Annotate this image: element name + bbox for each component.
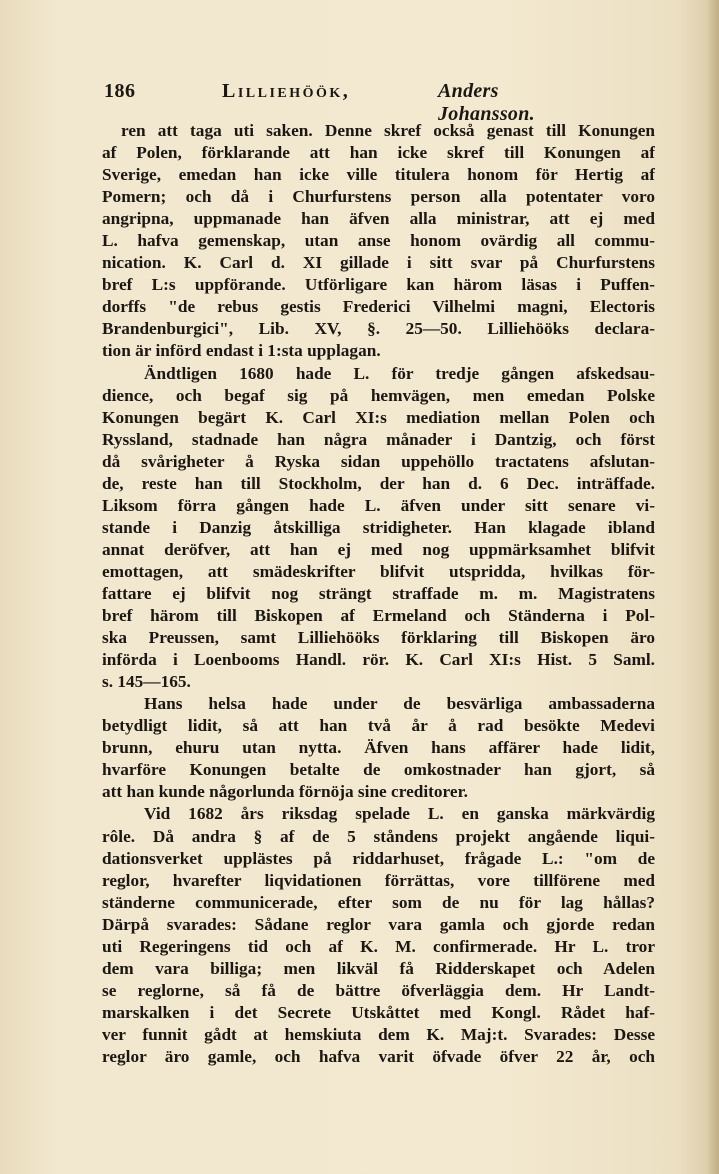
text-line: nication. K. Carl d. XI gillade i sitt svar på Churfurstens — [102, 253, 655, 273]
text-line: dience, och begaf sig på hemvägen, men emedan Polske — [102, 385, 655, 405]
text-line: angripna, uppmanade han äfven alla ministrar, att ej med — [102, 209, 655, 229]
text-line: emottagen, att smädeskrifter blifvit utspridda, hvilkas för- — [102, 561, 655, 581]
text-line: Liksom förra gången hade L. äfven under sitt senare vi- — [102, 495, 655, 515]
text-line: Därpå svarades: Sådane reglor vara gamla och gjorde redan — [102, 914, 655, 934]
text-line: stande i Danzig åtskilliga stridigheter. Han klagade ibland — [102, 517, 655, 537]
running-subtitle: Anders Johansson. — [438, 80, 535, 125]
text-line: Hans helsa hade under de besvärliga ambassaderna — [144, 694, 655, 714]
text-line: brunn, ehuru utan nytta. Äfven hans affärer hade lidit, — [102, 738, 655, 758]
text-line: rôle. Då andra § af de 5 ståndens projekt angående liqui- — [102, 826, 655, 846]
text-line: Sverige, emedan han icke ville titulera honom för Hertig af — [102, 165, 655, 185]
text-line: marskalken i det Secrete Utskåttet med Kongl. Rådet haf- — [102, 1002, 655, 1022]
text-line: Vid 1682 års riksdag spelade L. en ganska märkvärdig — [144, 804, 655, 824]
text-line: Pomern; och då i Churfurstens person alla potentater voro — [102, 187, 655, 207]
text-line: uti Regeringens tid och af K. M. confirmerade. Hr L. tror — [102, 936, 655, 956]
text-line: Konungen begärt K. Carl XI:s mediation mellan Polen och — [102, 407, 655, 427]
text-line: Ändtligen 1680 hade L. för tredje gången afskedsau- — [144, 363, 655, 383]
text-line: Ryssland, stadnade han några månader i Dantzig, och först — [102, 429, 655, 449]
text-line: Brandenburgici", Lib. XV, §. 25—50. Lilliehööks declara- — [102, 319, 655, 339]
text-line: ska Preussen, samt Lilliehööks förklaring till Biskopen äro — [102, 628, 655, 648]
text-line: ver funnit gådt at hemskiuta dem K. Maj:t. Svarades: Desse — [102, 1024, 655, 1044]
text-line: dem vara billiga; men likväl få Ridderskapet och Adelen — [102, 958, 655, 978]
text-line: s. 145—165. — [102, 672, 191, 692]
text-line: af Polen, förklarande att han icke skref till Konungen af — [102, 143, 655, 163]
text-line: införda i Loenbooms Handl. rör. K. Carl XI:s Hist. 5 Saml. — [102, 650, 655, 670]
text-line: hvarföre Konungen betalte de omkostnader han gjort, så — [102, 760, 655, 780]
text-line: ren att taga uti saken. Denne skref också genast till Konungen — [121, 121, 655, 140]
text-line: betydligt lidit, så att han två år å rad besökte Medevi — [102, 716, 655, 736]
page-number: 186 — [104, 80, 136, 102]
text-line: L. hafva gemenskap, utan anse honom ovärdig all commu- — [102, 231, 655, 251]
text-line: fattare ej blifvit nog strängt straffade m. m. Magistratens — [102, 583, 655, 603]
text-line: dorffs "de rebus gestis Frederici Vilhelmi magni, Electoris — [102, 297, 655, 317]
text-line: bref härom till Biskopen af Ermeland och Ständerna i Pol- — [102, 606, 655, 626]
text-line: dationsverket upplästes på riddarhuset, frågade L.: "om de — [102, 848, 655, 868]
text-line: då svårigheter å Ryska sidan uppehöllo tractatens afslutan- — [102, 451, 655, 471]
body-text — [102, 120, 655, 1068]
text-line: att han kunde någorlunda förnöja sine creditorer. — [102, 782, 468, 802]
running-title: Lilliehöök, — [222, 80, 351, 102]
text-line: bref L:s uppförande. Utförligare kan härom läsas i Puffen- — [102, 275, 655, 295]
text-line: tion är införd endast i 1:sta upplagan. — [102, 341, 381, 361]
text-line: reglor, hvarefter liqvidationen förrättas, vore tillförene med — [102, 870, 655, 890]
text-line: se reglorne, så få de bättre öfverläggia dem. Hr Landt- — [102, 980, 655, 1000]
text-line: reglor äro gamle, och hafva varit öfvade öfver 22 år, och — [102, 1046, 655, 1066]
running-header — [104, 80, 564, 125]
text-line: de, reste han till Stockholm, der han d. 6 Dec. inträffade. — [102, 473, 655, 493]
text-line: annat deröfver, att han ej med nog uppmärksamhet blifvit — [102, 539, 655, 559]
text-line: ständerne communicerade, efter som de nu för lag hållas? — [102, 892, 655, 912]
page-edge — [705, 0, 719, 1174]
